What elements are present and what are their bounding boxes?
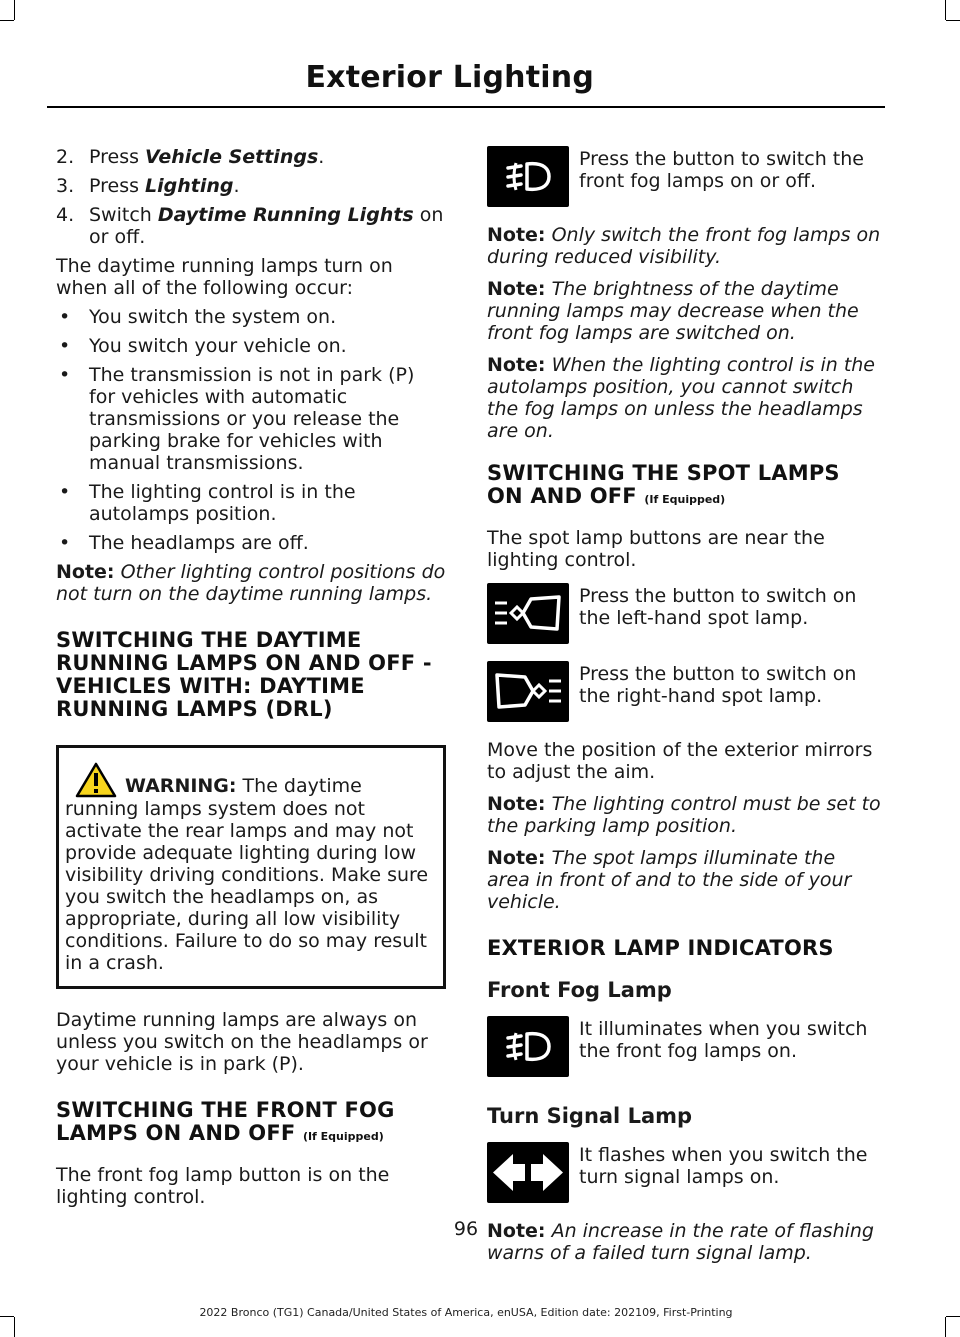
spot-paragraph: The spot lamp buttons are near the lighting control. [487,527,825,571]
note-text: Other lighting control positions do not turn on the daytime running lamps. [56,561,446,605]
warning-text-block [65,762,437,974]
fog-paragraph: The front fog lamp button is on the lighting control. [56,1164,390,1208]
list-item [56,364,446,474]
if-equipped-label: (If Equipped) [302,1130,384,1143]
list-item [56,306,446,328]
crop-mark [945,0,946,20]
step-number: 4. [56,204,75,226]
warning-label: WARNING: [125,775,237,797]
spot-right-row [487,661,882,731]
list-item-text: You switch the system on. [89,306,337,328]
list-item-text: You switch your vehicle on. [89,335,347,357]
spot-left-text: Press the button to switch on the left-hand spot lamp. [579,585,857,629]
fog-button-row [487,146,882,216]
bullet-dot: • [59,306,71,328]
crop-mark [14,1317,15,1337]
bullet-dot: • [59,481,71,503]
header-rule [47,106,885,108]
section-heading-spot [487,462,882,511]
step-action: Lighting [145,175,234,197]
note-text: An increase in the rate of flashing warns of a failed turn signal lamp. [487,1220,874,1264]
list-item [56,532,446,554]
page-title: Exterior Lighting [305,60,594,95]
note [487,354,882,442]
section-heading-indicators: EXTERIOR LAMP INDICATORS [487,936,834,960]
left-spot-lamp-icon [487,583,569,644]
list-item-text: The headlamps are off. [89,532,309,554]
fog-indicator-text: It illuminates when you switch the front fog lamps on. [579,1018,868,1062]
note-label: Note: [487,224,546,246]
note-text: Only switch the front fog lamps on during reduced visibility. [487,224,881,268]
crop-mark [946,20,960,21]
warning-box [56,745,446,989]
warning-text: The daytime running lamps system does not activate the rear lamps and may not provide adequate lighting during low visibility driving conditions. Make sure you switch the headlamps on, as appropriate, during all low visibility conditions. Failure to do so may result in a crash. [65,775,429,974]
note [487,224,882,268]
turn-signal-text: It flashes when you switch the turn signal lamps on. [579,1144,868,1188]
warning-triangle-icon [75,762,117,798]
section-heading-drl: SWITCHING THE DAYTIME RUNNING LAMPS ON AND OFF - VEHICLES WITH: DAYTIME RUNNING LAMPS (DRL) [56,628,432,721]
step-text: Press [89,146,146,168]
crop-mark [14,0,15,20]
step-item [56,175,446,197]
list-item [56,335,446,357]
note-text: The spot lamps illuminate the area in front of and to the side of your vehicle. [487,847,852,913]
subheading-front-fog: Front Fog Lamp [487,978,672,1002]
list-item-text: The lighting control is in the autolamps position. [89,481,356,525]
bullet-dot: • [59,364,71,386]
step-action: Vehicle Settings [145,146,319,168]
note-text: The lighting control must be set to the parking lamp position. [487,793,881,837]
step-item [56,146,446,168]
drl-paragraph: Daytime running lamps are always on unless you switch on the headlamps or your vehicle is in park (P). [56,1009,428,1075]
note-label: Note: [487,847,546,869]
heading-text: SWITCHING THE SPOT LAMPS ON AND OFF [487,461,840,508]
step-text: Press [89,175,146,197]
list-item-text: The transmission is not in park (P) for vehicles with automatic transmissions or you release the parking brake for vehicles with manual transmissions. [89,364,415,474]
fog-button-text: Press the button to switch the front fog lamps on or off. [579,148,864,192]
heading-text: SWITCHING THE FRONT FOG LAMPS ON AND OFF [56,1098,395,1145]
note [487,793,882,837]
crop-mark [945,1317,946,1337]
crop-mark [0,20,14,21]
step-action: Daytime Running Lights [157,204,414,226]
step-text: on or off. [89,204,444,248]
right-column [487,146,882,1274]
note [487,847,882,913]
bullet-dot: • [59,532,71,554]
step-item [56,204,446,248]
note-label: Note: [487,793,546,815]
step-number: 3. [56,175,75,197]
note [56,561,446,605]
section-heading-fog [56,1099,446,1148]
footer-text: 2022 Bronco (TG1) Canada/United States of America, enUSA, Edition date: 202109, First-Printing [199,1306,733,1319]
turn-signal-row [487,1142,882,1212]
step-text: . [233,175,240,197]
note-label: Note: [487,1220,546,1242]
spot-right-text: Press the button to switch on the right-hand spot lamp. [579,663,857,707]
page-number: 96 [453,1218,479,1240]
note-label: Note: [487,354,546,376]
note-text: When the lighting control is in the autolamps position, you cannot switch the fog lamps on unless the headlamps are on. [487,354,875,442]
note-label: Note: [487,278,546,300]
note-text: The brightness of the daytime running lamps may decrease when the front fog lamps are switched on. [487,278,859,344]
mirror-paragraph: Move the position of the exterior mirrors to adjust the aim. [487,739,873,783]
intro-paragraph: The daytime running lamps turn on when all of the following occur: [56,255,393,299]
step-text: . [318,146,325,168]
subheading-turn-signal: Turn Signal Lamp [487,1104,693,1128]
step-number: 2. [56,146,75,168]
crop-mark [946,1316,960,1317]
note-label: Note: [56,561,115,583]
left-column [56,146,446,1215]
if-equipped-label: (If Equipped) [644,493,726,506]
list-item [56,481,446,525]
front-fog-lamp-icon [487,1016,569,1077]
step-text: Switch [89,204,158,226]
fog-indicator-row [487,1016,882,1086]
front-fog-lamp-icon [487,146,569,207]
note [487,278,882,344]
turn-signal-icon [487,1142,569,1203]
spot-left-row [487,583,882,653]
bullet-dot: • [59,335,71,357]
right-spot-lamp-icon [487,661,569,722]
